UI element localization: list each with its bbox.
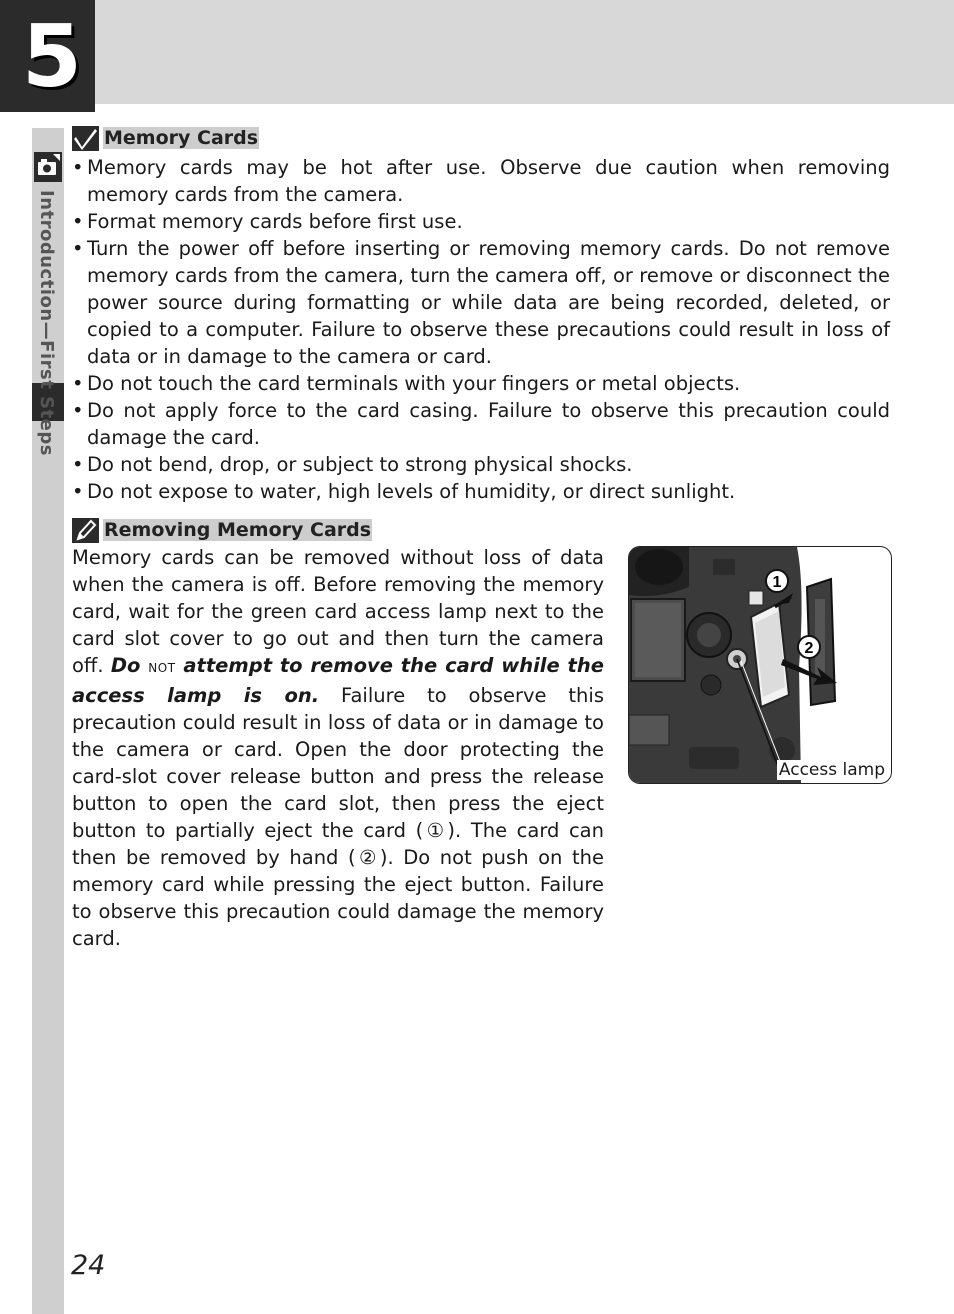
- removing-heading: [72, 516, 890, 544]
- card-eject-illustration: [628, 546, 892, 784]
- list-item: • Do not expose to water, high levels of humidity, or direct sunlight.: [72, 478, 890, 505]
- callout-1: 1: [772, 574, 782, 591]
- checkmark-icon: [72, 126, 99, 151]
- warning-text: Do: [110, 654, 149, 677]
- section-title: Memory Cards: [104, 127, 259, 149]
- pencil-icon: [72, 518, 99, 543]
- page-number: 24: [71, 1250, 106, 1281]
- camera-icon: [33, 151, 63, 183]
- callout-2: 2: [804, 640, 814, 657]
- access-lamp-label: Access lamp: [778, 760, 885, 780]
- chapter-tab: [0, 0, 95, 112]
- memory-cards-section: [72, 124, 890, 505]
- memory-cards-heading: [72, 124, 890, 152]
- paragraph-text: Failure to observe this precaution could result in loss of data or in damage to the camera or card. Open the door protecting the card-slot cover release button and press the release button to open the card slot, then press the eject button to partially eject the card (①). The card can then be removed by hand (②). Do not push on the memory card while pressing the eject button. Failure to observe this precaution could damage the memory card.: [72, 684, 604, 950]
- header-band: [95, 0, 954, 104]
- list-item: • Do not bend, drop, or subject to strong physical shocks.: [72, 451, 890, 478]
- instructions-paragraph: [72, 544, 604, 952]
- list-item: • Turn the power off before inserting or removing memory cards. Do not remove memory cards from the camera, turn the camera off, or remove or disconnect the power source during formatting or while data are being recorded, deleted, or copied to a computer. Failure to observe these precautions could result in loss of data or in damage to the camera or card.: [72, 235, 890, 370]
- list-item: • Format memory cards before first use.: [72, 208, 890, 235]
- removing-memory-cards-section: [72, 516, 890, 950]
- precautions-list: [72, 154, 890, 505]
- chapter-number: 5: [22, 7, 82, 107]
- camera-illustration: [629, 547, 891, 783]
- list-item: • Do not touch the card terminals with your fingers or metal objects.: [72, 370, 890, 397]
- section-title: Removing Memory Cards: [104, 519, 372, 541]
- warning-text: attempt to remove the card while the access lamp is on.: [72, 654, 604, 707]
- list-item: • Do not apply force to the card casing. Failure to observe this precaution could damage the card.: [72, 397, 890, 451]
- warning-not: NOT: [148, 661, 176, 675]
- paragraph-text: Memory cards can be removed without loss of data when the camera is off. Before removing the memory card, wait for the green card access lamp next to the card slot cover to go out and then turn the camera off.: [72, 546, 604, 677]
- list-item: • Memory cards may be hot after use. Observe due caution when removing memory cards from the camera.: [72, 154, 890, 208]
- sidebar-label: Introduction—First Steps: [36, 190, 57, 456]
